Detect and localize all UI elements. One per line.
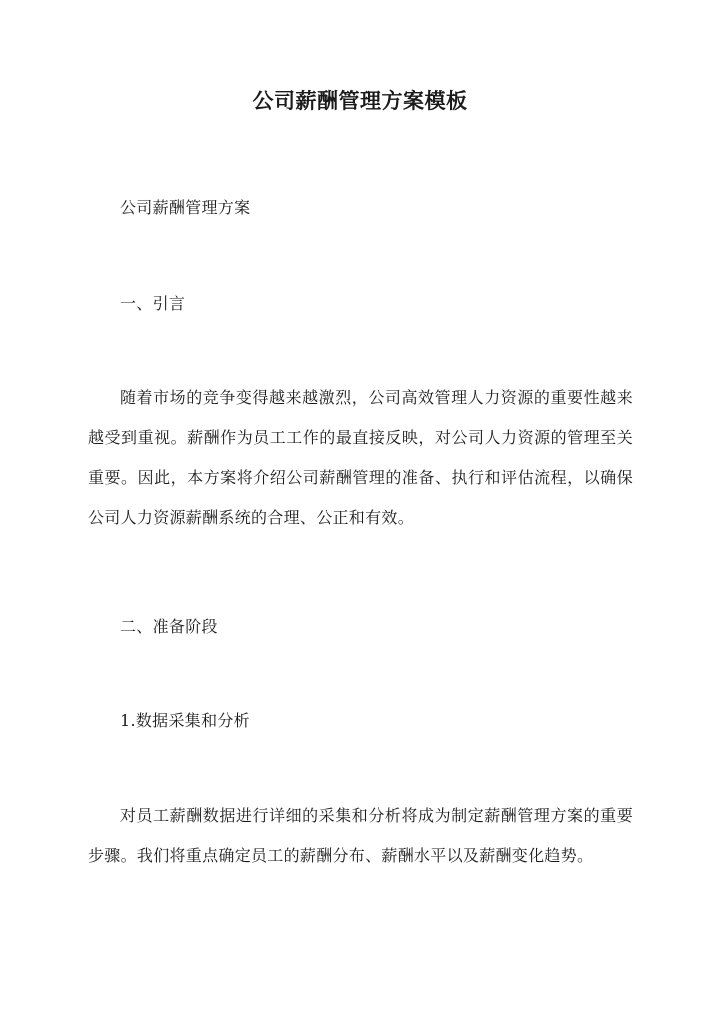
data-collection-paragraph: 对员工薪酬数据进行详细的采集和分析将成为制定薪酬管理方案的重要步骤。我们将重点确定员工的薪酬分布、薪酬水平以及薪酬变化趋势。 xyxy=(88,806,633,865)
section-heading-introduction: 一、引言 xyxy=(120,294,186,313)
subsection-heading-data-collection: 1.数据采集和分析 xyxy=(120,711,250,730)
document-title: 公司薪酬管理方案模板 xyxy=(252,88,468,113)
document-subtitle: 公司薪酬管理方案 xyxy=(120,198,251,217)
introduction-paragraph: 随着市场的竞争变得越来越激烈，公司高效管理人力资源的重要性越来越受到重视。薪酬作为员工工作的最直接反映，对公司人力资源的管理至关重要。因此，本方案将介绍公司薪酬管理的准备、执行和评估流程，以确保公司人力资源薪酬系统的合理、公正和有效。 xyxy=(88,388,633,527)
section-heading-preparation: 二、准备阶段 xyxy=(120,617,218,636)
